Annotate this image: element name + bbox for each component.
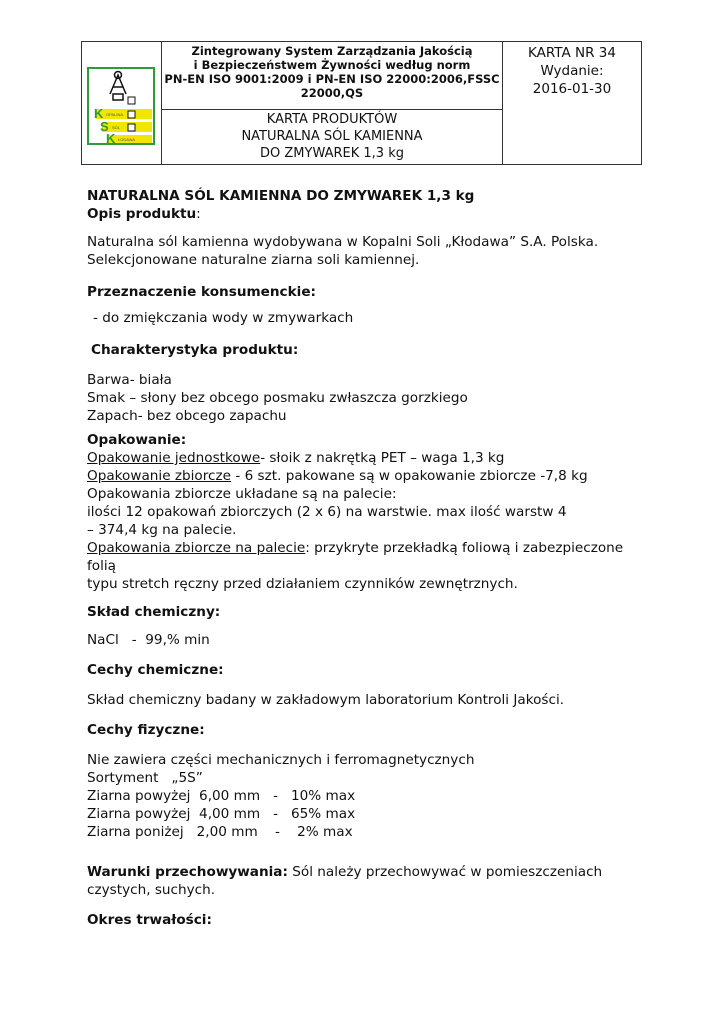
edition-date: 2016-01-30: [532, 81, 612, 97]
characteristic-line: Smak – słony bez obcego posmaku zwłaszcza gorzkiego: [87, 390, 468, 406]
packaging-line: ilości 12 opakowań zbiorczych (2 x 6) na warstwie. max ilość warstw 4: [87, 504, 567, 520]
packaging-pallet-line-2: typu stretch ręczny przed działaniem czynników zewnętrznych.: [87, 576, 518, 592]
storage-line: [87, 863, 647, 881]
physical-property-line: Nie zawiera części mechanicznych i ferromagnetycznych: [87, 752, 475, 768]
storage-text: Sól należy przechowywać w pomieszczeniach: [287, 864, 603, 880]
packaging-bulk-text: - 6 szt. pakowane są w opakowanie zbiorcze -7,8 kg: [231, 468, 588, 484]
packaging-bulk-line: [87, 467, 647, 485]
card-line: NATURALNA SÓL KAMIENNA: [241, 129, 423, 144]
storage-heading: Warunki przechowywania:: [87, 864, 288, 880]
edition-label: Wydanie:: [540, 63, 604, 79]
physical-property-line: Sortyment „5S”: [87, 770, 203, 786]
physical-property-line: Ziarna powyżej 6,00 mm - 10% max: [87, 788, 356, 804]
logo-letter-s: S: [100, 119, 109, 134]
company-logo: [82, 42, 162, 164]
quality-system-title: [162, 42, 503, 110]
characteristic-line: Zapach- bez obcego zapachu: [87, 408, 287, 424]
description-line: Selekcjonowane naturalne ziarna soli kamiennej.: [87, 252, 420, 268]
packaging-pallet-label: Opakowania zbiorcze na palecie: [87, 540, 306, 556]
card-number: KARTA NR 34: [528, 45, 616, 61]
logo-letter-k1: K: [94, 106, 104, 121]
description-heading-line: [87, 205, 647, 223]
main-title: NATURALNA SÓL KAMIENNA DO ZMYWAREK 1,3 kg: [87, 188, 475, 204]
card-line: KARTA PRODUKTÓW: [266, 112, 398, 127]
logo-letter-k2: K: [106, 131, 116, 146]
title-line: 22000,QS: [300, 86, 364, 100]
purpose-item: - do zmiękczania wody w zmywarkach: [93, 310, 354, 326]
chemical-composition-value: NaCl - 99,% min: [87, 632, 210, 648]
chemical-properties-text: Skład chemiczny badany w zakładowym laboratorium Kontroli Jakości.: [87, 692, 565, 708]
packaging-pallet-line: [87, 539, 647, 575]
description-heading: Opis produktu: [87, 206, 197, 222]
description-line: Naturalna sól kamienna wydobywana w Kopalni Soli „Kłodawa” S.A. Polska.: [87, 234, 599, 250]
product-card-title: [162, 110, 503, 164]
packaging-heading: Opakowanie:: [87, 432, 187, 448]
packaging-unit-text: - słoik z nakrętką PET – waga 1,3 kg: [260, 450, 505, 466]
card-info: [503, 42, 641, 166]
characteristic-line: Barwa- biała: [87, 372, 172, 388]
packaging-pallet-text: : przykryte przekładką foliową i zabezpieczone folią: [87, 540, 624, 574]
packaging-bulk-label: Opakowanie zbiorcze: [87, 468, 232, 484]
physical-properties-heading: Cechy fizyczne:: [87, 722, 205, 738]
packaging-line: – 374,4 kg na palecie.: [87, 522, 237, 538]
title-line: Zintegrowany System Zarządzania Jakością: [191, 44, 473, 58]
document-header-table: [81, 41, 642, 165]
logo-word-1: OPALINA: [106, 112, 124, 117]
logo-word-2: SÓL: [112, 125, 121, 130]
characteristics-heading: Charakterystyka produktu:: [91, 342, 299, 358]
packaging-line: Opakowania zbiorcze układane są na palecie:: [87, 486, 397, 502]
logo-cell: [82, 42, 162, 164]
physical-property-line: Ziarna poniżej 2,00 mm - 2% max: [87, 824, 353, 840]
card-line: DO ZMYWAREK 1,3 kg: [260, 146, 404, 161]
packaging-unit-line: [87, 449, 647, 467]
chemical-composition-heading: Skład chemiczny:: [87, 604, 221, 620]
shelf-life-heading: Okres trwałości:: [87, 912, 212, 928]
chemical-properties-heading: Cechy chemiczne:: [87, 662, 224, 678]
storage-line-2: czystych, suchych.: [87, 882, 216, 898]
title-line: i Bezpieczeństwem Żywności według norm: [193, 58, 471, 72]
packaging-unit-label: Opakowanie jednostkowe: [87, 450, 261, 466]
document-body: [87, 187, 647, 929]
description-colon: :: [196, 206, 201, 222]
purpose-heading: Przeznaczenie konsumenckie:: [87, 284, 316, 300]
physical-property-line: Ziarna powyżej 4,00 mm - 65% max: [87, 806, 356, 822]
logo-word-3: ŁODAWA: [118, 137, 136, 142]
title-line: PN-EN ISO 9001:2009 i PN-EN ISO 22000:2006,FSSC: [164, 72, 500, 86]
